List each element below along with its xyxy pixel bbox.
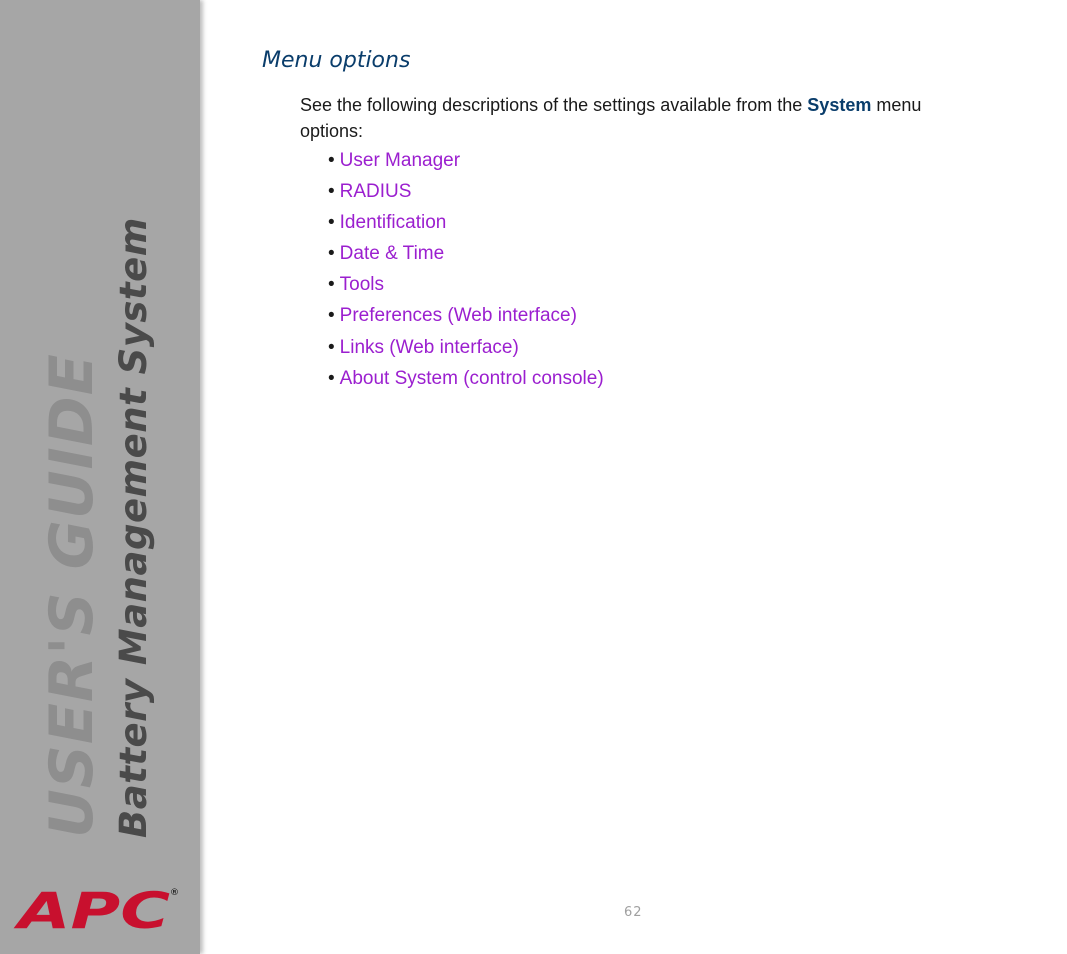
intro-paragraph <box>300 92 960 144</box>
list-item <box>328 147 604 178</box>
bullet: • <box>328 367 335 389</box>
link-user-manager[interactable]: User Manager <box>339 150 461 171</box>
list-item <box>328 178 604 209</box>
link-date-time[interactable]: Date & Time <box>339 243 445 265</box>
menu-options-list <box>328 147 604 396</box>
list-item <box>328 302 604 333</box>
list-item <box>328 209 604 240</box>
guide-title: USER'S GUIDE <box>37 353 107 838</box>
bullet: • <box>328 274 335 296</box>
bullet: • <box>328 336 335 358</box>
intro-text: See the following descriptions of the settings available from the <box>300 95 808 115</box>
link-links[interactable]: Links (Web interface) <box>339 336 519 358</box>
system-menu-name: System <box>807 95 872 115</box>
registered-mark: ® <box>170 888 179 898</box>
list-item <box>328 334 604 365</box>
bullet: • <box>328 181 335 203</box>
bullet: • <box>328 305 335 327</box>
link-preferences[interactable]: Preferences (Web interface) <box>339 305 577 327</box>
link-tools[interactable]: Tools <box>339 274 385 296</box>
list-item <box>328 271 604 302</box>
list-item <box>328 240 604 271</box>
bullet: • <box>328 150 335 171</box>
bullet: • <box>328 243 335 265</box>
page-title: Menu options <box>262 48 411 73</box>
bullet: • <box>328 212 335 234</box>
link-identification[interactable]: Identification <box>339 212 447 234</box>
link-radius[interactable]: RADIUS <box>339 181 412 203</box>
link-about-system[interactable]: About System (control console) <box>339 367 604 389</box>
apc-logo <box>12 882 179 940</box>
sidebar <box>0 0 200 954</box>
list-item <box>328 365 604 396</box>
intro-text-end: menu options: <box>300 95 922 141</box>
guide-subtitle: Battery Management System <box>112 217 155 838</box>
page-number: 62 <box>624 905 643 920</box>
logo-text: APC <box>12 882 171 940</box>
